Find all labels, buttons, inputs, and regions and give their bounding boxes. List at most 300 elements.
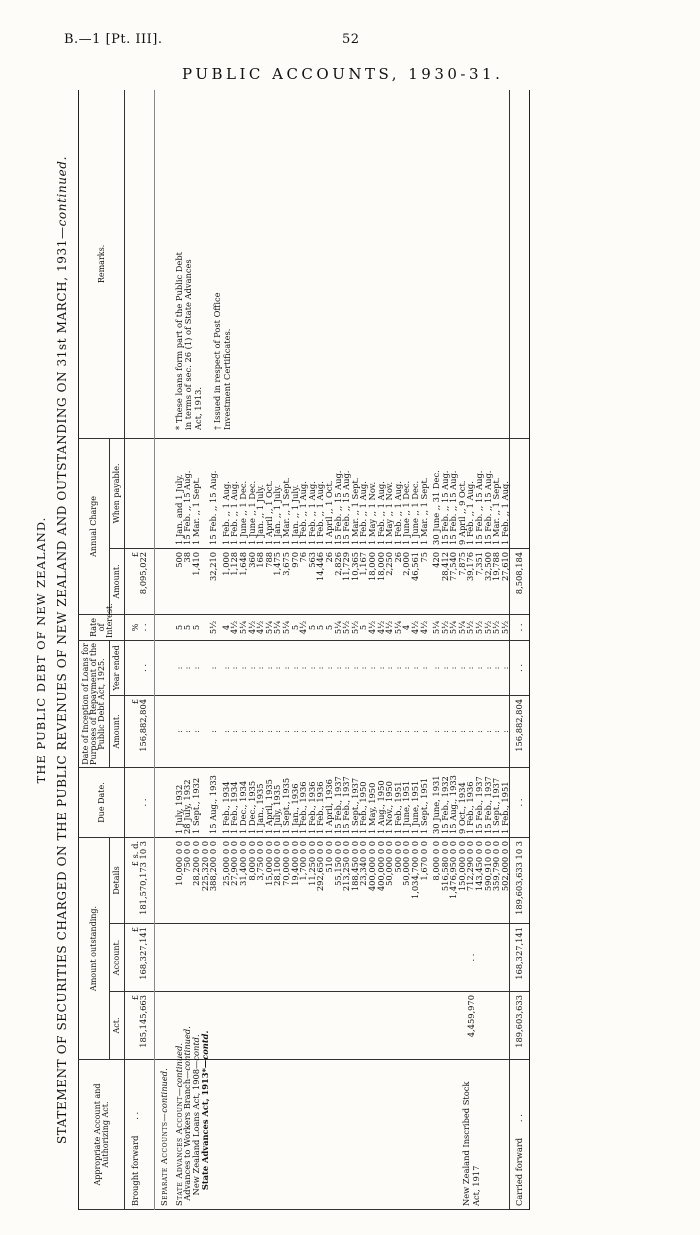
when-value: 1 Jan. and 1 July. (173, 474, 184, 545)
details-value: 70,000 0 0 (281, 840, 292, 886)
charge-value: 420 (431, 551, 442, 568)
when-value: 1 June ,, 1 Dec. (401, 480, 412, 545)
header-sink-amount: Amount. (110, 695, 125, 767)
separate-cont: continued. (158, 1068, 169, 1113)
due-value: 15 Feb., 1937 (474, 776, 485, 834)
rate-value: 4 (220, 624, 231, 631)
year-placeholder: : (281, 666, 292, 670)
due-value: 15 Feb., 1937 (341, 776, 352, 834)
year-placeholder: : (263, 666, 274, 670)
rate-value: 5 (173, 624, 184, 631)
due-value: 1 Sept., 1937 (349, 777, 360, 834)
rate-value: 5¼ (392, 620, 403, 635)
due-value: 1 Feb., 1936 (306, 781, 317, 834)
block2-when (218, 438, 428, 548)
details-value: 516,580 0 0 (439, 840, 450, 892)
block1-charge (171, 548, 218, 614)
block2-rate (218, 614, 428, 640)
due-value: 1 Feb., 1936 (315, 781, 326, 834)
rate-value: 5 (191, 624, 202, 631)
when-value: 1 Feb. ,, 1 Aug. (306, 481, 317, 545)
due-value: 1 Feb., 1936 (298, 781, 309, 834)
due-value: 30 June, 1931 (431, 775, 442, 834)
brought-forward-row (125, 90, 155, 1210)
charge-value: 18,000 (366, 551, 377, 581)
header-rate: Rate of Interest. (79, 614, 125, 640)
nz-loans-text: New Zealand Loans Act, 1908— (191, 1060, 202, 1196)
year-placeholder: : (349, 666, 360, 670)
year-placeholder: : (332, 666, 343, 670)
details-value: 359,790 0 0 (491, 840, 502, 892)
cf-sink: 156,882,804 (510, 695, 529, 767)
charge-value: 3,675 (281, 551, 292, 576)
running-title: PUBLIC ACCOUNTS, 1930-31. (182, 65, 504, 83)
charge-value: 168 (255, 551, 266, 568)
due-value: 1 Sept., 1932 (191, 777, 202, 834)
due-value: 1 Feb., 1934 (229, 781, 240, 834)
workers-text: Advances to Workers Branch— (182, 1070, 193, 1201)
when-value: 1 May ,, 1 Nov. (384, 481, 395, 545)
sink-placeholder: : (418, 730, 429, 733)
sink-placeholder: : (272, 730, 283, 733)
details-value: 213,250 0 0 (341, 840, 352, 892)
year-placeholder: : (306, 666, 317, 670)
when-value: 1 Jan. ,, 1 July. (272, 484, 283, 545)
when-value: 1 June ,, 1 Dec. (246, 480, 257, 545)
stock-act-label (428, 1060, 510, 1210)
unit-pct: % (130, 623, 140, 632)
year-placeholder: : (289, 666, 300, 670)
block2-year (218, 640, 428, 695)
bf-rate-value: . . (138, 623, 149, 632)
year-placeholder: : (238, 666, 249, 670)
carried-forward-row (510, 90, 529, 1210)
due-value-grouped: 15 Aug., 1933 (208, 775, 219, 834)
sink-placeholder: : (456, 730, 467, 733)
when-value: 15 Feb. ,, 15 Aug. (341, 470, 352, 545)
year-placeholder: : (255, 666, 266, 670)
charge-value: 46,561 (409, 551, 420, 581)
sink-placeholder: : (482, 730, 493, 733)
block2-charge (218, 548, 428, 614)
details-value: 11,250 0 0 (306, 840, 317, 886)
subtitle-continued: continued. (55, 156, 69, 227)
detail-value: 750 0 0 (182, 840, 193, 873)
year-placeholder: : (465, 666, 476, 670)
rotated-statement (30, 90, 690, 1210)
statement-title: THE PUBLIC DEBT OF NEW ZEALAND. (34, 516, 48, 784)
header-sinking: Date of Inception of Loans for Purposes of Repayment of the Public Debt Act, 1925. (79, 640, 110, 767)
due-value: 15 Feb., 1932 (439, 776, 450, 834)
unit-pound: £ (130, 995, 140, 1001)
charge-value: 39,176 (465, 551, 476, 581)
bf-dots: . . (130, 1111, 140, 1120)
details-value: 590,910 0 0 (482, 840, 493, 892)
rate-value: 5 (323, 624, 334, 631)
sink-placeholder: : (263, 730, 274, 733)
stock-act-text: New Zealand Inscribed Stock Act, 1917 (460, 1081, 481, 1206)
rate-value: 5¼ (332, 620, 343, 635)
when-value: 1 Mar. ,, 1 Sept. (281, 477, 292, 545)
cf-act: 189,603,633 (510, 992, 529, 1060)
charge-value: 1,167 (358, 551, 369, 576)
rate-value: 5½ (341, 620, 352, 635)
charge-value: 500 (173, 551, 184, 568)
details-value: 502,000 0 0 (499, 840, 510, 892)
charge-value: 10,365 (349, 551, 360, 581)
sink-placeholder: : (298, 730, 309, 733)
due-value: 1 Feb., 1934 (220, 781, 231, 834)
header-account: Account. (110, 924, 125, 992)
stock-act-act-value: 4,459,970 (465, 995, 476, 1038)
due-value: 1 Dec., 1935 (246, 780, 257, 834)
when-value: 1 April ,, 1 Oct. (263, 480, 274, 545)
workers-cont: continued. (182, 1026, 193, 1071)
block1-year: : : : : (171, 640, 218, 695)
details-value: 400,000 0 0 (366, 840, 377, 892)
stock-act-account-value: . . (465, 953, 476, 962)
bf-account-value: 168,327,141 (138, 927, 149, 980)
unit-pound: £ (130, 927, 140, 933)
details-value: 28,100 0 0 (272, 840, 283, 886)
year-placeholder: : (341, 666, 352, 670)
charge-value: 2,000 (401, 551, 412, 576)
details-value: 1,476,950 0 0 (448, 840, 459, 900)
when-value: 15 Feb. ,, 15 Aug. (332, 470, 343, 545)
details-value: 150,000 0 0 (456, 840, 467, 892)
cf-dots: . . (514, 1114, 525, 1123)
charge-value: 1,410 (191, 551, 202, 576)
sink-placeholder: : (358, 730, 369, 733)
cf-when (510, 438, 529, 548)
when-value: 15 Feb. ,, 15 Aug. (182, 470, 193, 545)
details-value: 143,450 0 0 (474, 840, 485, 892)
details-value: 50,000 0 0 (384, 840, 395, 886)
details-value: 31,400 0 0 (238, 840, 249, 886)
rate-value: 5½ (482, 620, 493, 635)
rate-value: 5¼ (238, 620, 249, 635)
cf-label-text: Carried forward (514, 1137, 525, 1206)
charge-value-grouped: 32,210 (208, 551, 219, 581)
charge-value: 11,729 (341, 551, 352, 581)
when-value: 30 June ,, 31 Dec. (431, 470, 442, 545)
charge-value: 38 (182, 551, 193, 563)
header-due-date: Due Date. (79, 767, 125, 837)
charge-value: 27,610 (499, 551, 510, 581)
charge-value: 75 (418, 551, 429, 563)
separate-text: Separate Accounts— (158, 1112, 169, 1206)
sink-placeholder: : (392, 730, 403, 733)
block3-when (428, 438, 510, 548)
bf-details-value: 181,570,173 10 3 (138, 840, 149, 915)
rate-value: 5 (306, 624, 317, 631)
bf-label-text: Brought forward (130, 1135, 140, 1206)
block1-when (171, 438, 218, 548)
year-placeholder: : (375, 666, 386, 670)
rate-value: 5½ (465, 620, 476, 635)
year-placeholder: : (439, 666, 450, 670)
state-advances-label (171, 1026, 218, 1210)
year-placeholder: : (229, 666, 240, 670)
charge-value: 970 (289, 551, 300, 568)
year-placeholder: : (392, 666, 403, 670)
sink-placeholder: : (409, 730, 420, 733)
when-value: 1 Feb. ,, 1 Aug. (392, 481, 403, 545)
unit-pound: £ (130, 698, 140, 705)
block1-details (171, 837, 218, 923)
stock-act-account (428, 924, 510, 992)
detail-value: 28,200 0 0 (191, 840, 202, 886)
header-details: Details (110, 837, 125, 923)
sink-placeholder: : (431, 730, 442, 733)
charge-value: 7,351 (474, 551, 485, 576)
rate-value: 4½ (384, 620, 395, 635)
year-placeholder: : (448, 666, 459, 670)
header-charge-amount: Amount. (110, 548, 125, 614)
when-value: 1 June ,, 1 Dec. (409, 480, 420, 545)
cf-label (510, 1060, 529, 1210)
charge-value: 360 (246, 551, 257, 568)
when-value: 1 Feb. ,, 1 Aug. (298, 481, 309, 545)
detail-value: 225,320 0 0 (199, 840, 210, 892)
charge-value: 32,500 (482, 551, 493, 581)
rate-value: 5¼ (431, 620, 442, 635)
bf-year (125, 640, 155, 695)
when-value: 1 Mar. ,, 1 Sept. (191, 477, 202, 545)
rate-value: 4½ (418, 620, 429, 635)
header-remarks: Remarks. (79, 90, 125, 438)
due-value: 1 Feb., 1950 (358, 781, 369, 834)
sink-placeholder: : (332, 730, 343, 733)
header-year-ended: Year ended (110, 640, 125, 695)
details-value: 50,000 0 0 (401, 840, 412, 886)
year-placeholder: : (431, 666, 442, 670)
rate-value: 5¼ (281, 620, 292, 635)
when-value: 1 Mar. ,, 1 Sept. (349, 477, 360, 545)
charge-value: 1,648 (238, 551, 249, 576)
state-adv-text: State Advances Account— (173, 1087, 184, 1206)
due-value: 1 April, 1936 (323, 779, 334, 834)
due-value: 1 July, 1932 (173, 784, 184, 834)
when-value: 9 April ,, 9 Oct. (456, 480, 467, 545)
sink-placeholder: : (255, 730, 266, 733)
unit-pound: £ (130, 551, 140, 558)
charge-value: 1,475 (272, 551, 283, 576)
due-value: 1 June, 1951 (409, 780, 420, 834)
charge-value: 19,788 (491, 551, 502, 581)
year-placeholder: : (474, 666, 485, 670)
details-value: 55,150 0 0 (332, 840, 343, 886)
details-value: 292,650 0 0 (315, 840, 326, 892)
rate-value: 4½ (229, 620, 240, 635)
block3-year (428, 640, 510, 695)
when-value: 15 Feb. ,, 15 Aug. (474, 470, 485, 545)
rate-value: 5½ (439, 620, 450, 635)
charge-value: 26 (392, 551, 403, 563)
when-value: 15 Feb. ,, 15 Aug. (439, 470, 450, 545)
when-value: 1 Feb. ,, 1 Aug. (375, 481, 386, 545)
block1-rate (171, 614, 218, 640)
bf-due-value: . . (138, 798, 149, 807)
details-value: 15,000 0 0 (263, 840, 274, 886)
when-value: 1 Feb. ,, 1 Aug. (229, 481, 240, 545)
securities-table (78, 90, 530, 1210)
when-value: 1 May ,, 1 Nov. (366, 481, 377, 545)
unit-sd: £ s. d. (130, 840, 140, 867)
cf-remarks (510, 90, 529, 438)
sink-placeholder: : (341, 730, 352, 733)
detail-value: 388,200 0 0 (208, 840, 219, 892)
when-value: 1 Mar. ,, 1 Sept. (491, 477, 502, 545)
rate-value: 5 (315, 624, 326, 631)
when-value: 1 Feb. ,, 1 Aug. (358, 481, 369, 545)
rate-value: 5½ (474, 620, 485, 635)
header-act: Act. (110, 992, 125, 1060)
block1-sink: : : : : (171, 695, 218, 767)
due-value: 1 Nov., 1950 (384, 781, 395, 834)
year-placeholder: : (358, 666, 369, 670)
due-value: 1 May, 1950 (366, 782, 377, 834)
due-value: 1 Feb., 1936 (465, 781, 476, 834)
rate-value-grouped: 5½ (208, 620, 219, 635)
rate-value: 4½ (366, 620, 377, 635)
block2-due (218, 767, 428, 837)
rate-value: 5¼ (456, 620, 467, 635)
bf-charge-value: 8,095,022 (138, 551, 149, 595)
charge-value: 76 (298, 551, 309, 563)
due-value: 1 Jan., 1936 (289, 783, 300, 834)
sink-placeholder: : (238, 730, 249, 733)
rate-value: 4½ (255, 620, 266, 635)
when-value: 1 Feb. ,, 1 Aug. (499, 481, 510, 545)
year-placeholder: : (315, 666, 326, 670)
block3-charge (428, 548, 510, 614)
when-value: 1 Jan. ,, 1 July. (255, 484, 266, 545)
bf-due (125, 767, 155, 837)
bf-act (125, 992, 155, 1060)
charge-value: 77,540 (448, 551, 459, 581)
block1-due (171, 767, 218, 837)
sink-placeholder: : (246, 730, 257, 733)
cf-charge: 8,508,184 (510, 548, 529, 614)
cf-account: 168,327,141 (510, 924, 529, 992)
when-value: 1 Feb. ,, 1 Aug. (220, 481, 231, 545)
rate-value: 5½ (499, 620, 510, 635)
when-value: 15 Feb. ,, 15 Aug. (482, 470, 493, 545)
remark-2: † Issued in respect of Post Office Investment Certificates. (212, 292, 232, 430)
state-act-cont: contd. (199, 1030, 210, 1060)
sink-placeholder: : (499, 730, 510, 733)
year-placeholder: : (482, 666, 493, 670)
charge-value: 2,250 (384, 551, 395, 576)
cf-details: 189,603,633 10 3 (510, 837, 529, 923)
details-value: 8,000 0 0 (246, 840, 257, 881)
rate-value: 4½ (375, 620, 386, 635)
due-value: 28 July, 1932 (182, 779, 193, 834)
details-value: 27,900 0 0 (229, 840, 240, 886)
sink-placeholder: : (439, 730, 450, 733)
year-placeholder: : (499, 666, 510, 670)
remark-1: * These loans form part of the Public Debt in terms of sec. 26 (1) of State Advances Act, 1913. (173, 252, 203, 430)
block3-rate (428, 614, 510, 640)
details-value: 1,034,700 0 0 (409, 840, 420, 900)
bf-account (125, 924, 155, 992)
details-value: 25,000 0 0 (220, 840, 231, 886)
details-value: 712,290 0 0 (465, 840, 476, 892)
bf-when (125, 438, 155, 548)
year-placeholder: : (366, 666, 377, 670)
year-placeholder: : (220, 666, 231, 670)
sink-placeholder: : (220, 730, 231, 733)
rate-value: 5 (358, 624, 369, 631)
due-value: 15 Feb., 1937 (332, 776, 343, 834)
charge-value: 1,000 (220, 551, 231, 576)
year-placeholder: : (491, 666, 502, 670)
due-value: 15 Feb., 1937 (482, 776, 493, 834)
rate-value: 5½ (491, 620, 502, 635)
sink-placeholder: : (229, 730, 240, 733)
statement-subtitle (56, 90, 68, 1210)
charge-value: 14,446 (315, 551, 326, 581)
year-placeholder: : (409, 666, 420, 670)
block2-sink (218, 695, 428, 767)
bf-rate (125, 614, 155, 640)
rate-value: 5¼ (448, 620, 459, 635)
due-value: 1 July, 1935 (272, 784, 283, 834)
statement-sheet (30, 90, 690, 1210)
sink-placeholder: : (323, 730, 334, 733)
sink-placeholder: : (474, 730, 485, 733)
sink-placeholder: : (384, 730, 395, 733)
details-value: 1,700 0 0 (298, 840, 309, 881)
block3-due (428, 767, 510, 837)
details-value: 19,400 0 0 (289, 840, 300, 886)
sink-placeholder: : (465, 730, 476, 733)
rate-value: 5½ (349, 620, 360, 635)
due-value: 1 Feb., 1951 (392, 781, 403, 834)
page-number: 52 (342, 32, 360, 47)
details-value: 1,670 0 0 (418, 840, 429, 881)
when-value: 1 Mar. ,, 1 Sept. (418, 477, 429, 545)
rate-value: 4½ (409, 620, 420, 635)
due-value: 1 Sept., 1951 (418, 777, 429, 834)
due-value: 1 June, 1951 (401, 780, 412, 834)
year-placeholder: : (418, 666, 429, 670)
sink-placeholder: : (349, 730, 360, 733)
year-placeholder: : (401, 666, 412, 670)
charge-value: 1,128 (229, 551, 240, 576)
details-value: 400,000 0 0 (375, 840, 386, 892)
rate-value: 4½ (246, 620, 257, 635)
header-amount-outstanding: Amount outstanding. (79, 837, 110, 1059)
sink-placeholder: : (289, 730, 300, 733)
header-when-payable: When payable. (110, 438, 125, 548)
subtitle-text: STATEMENT OF SECURITIES CHARGED ON THE PUBLIC REVENUES OF NEW ZEALAND AND OUTSTANDING ON 31st MARCH, 1931— (55, 226, 69, 1145)
charge-value: 788 (263, 551, 274, 568)
due-value: 1 April, 1935 (263, 779, 274, 834)
sink-placeholder: : (375, 730, 386, 733)
when-value: 1 June ,, 1 Dec. (238, 480, 249, 545)
header-approp: Appropriate Account and Authorizing Act. (79, 1060, 125, 1210)
block3-details (428, 837, 510, 923)
sink-placeholder: : (448, 730, 459, 733)
due-value: 15 Aug., 1933 (448, 775, 459, 834)
sink-placeholder: : (306, 730, 317, 733)
charge-value: 28,412 (439, 551, 450, 581)
due-value: 9 Oct., 1934 (456, 782, 467, 834)
sink-placeholder: : (491, 730, 502, 733)
details-value: 500 0 0 (392, 840, 403, 873)
